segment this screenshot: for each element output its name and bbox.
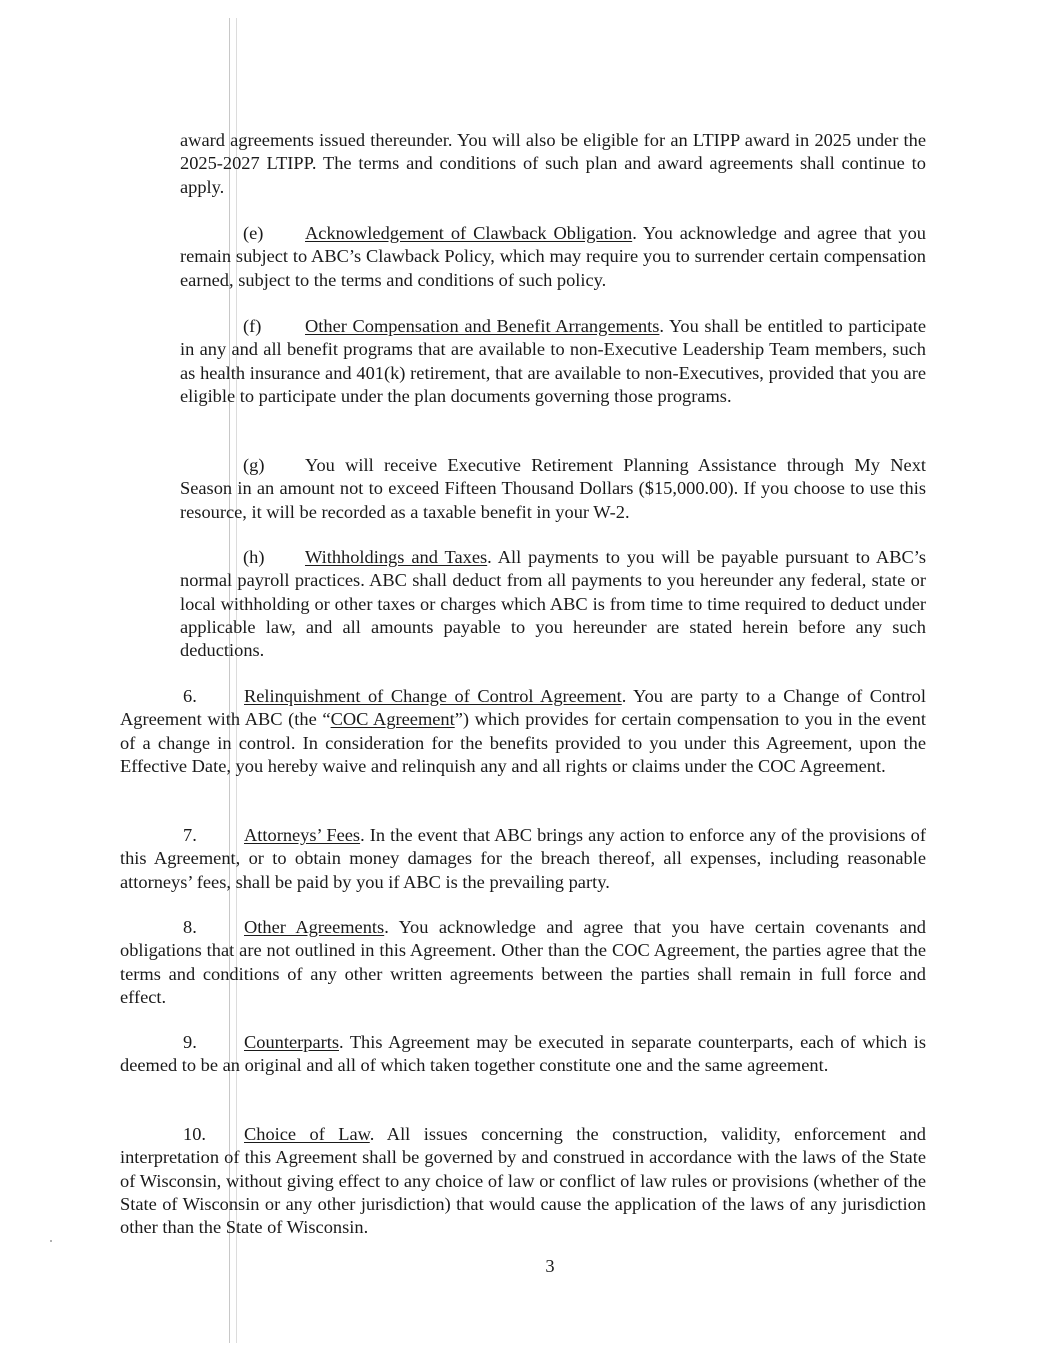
section-10 <box>120 1123 926 1239</box>
continuation-paragraph <box>180 129 926 199</box>
section-heading: Other Compensation and Benefit Arrangements <box>305 316 660 336</box>
section-heading: Attorneys’ Fees <box>244 825 361 845</box>
section-text: . In the event that ABC brings any action to enforce any of the provisions of this Agreement, or to obtain money damages for the breach thereof, all expenses, including reasonable attorneys’ fees, shall be paid by you if ABC is the prevailing party. <box>120 825 926 892</box>
section-label: 9. <box>183 1032 197 1052</box>
section-6 <box>120 685 926 778</box>
section-heading: Choice of Law <box>244 1124 370 1144</box>
section-8 <box>120 916 926 1009</box>
section-label: 8. <box>183 917 197 937</box>
section-heading: Acknowledgement of Clawback Obligation <box>305 223 633 243</box>
section-label: 10. <box>183 1124 206 1144</box>
section-label: (h) <box>243 547 265 567</box>
section-h <box>180 546 926 662</box>
section-text: . You acknowledge and agree that you have certain covenants and obligations that are not outlined in this Agreement. Other than the COC Agreement, the parties agree that the terms and conditions of any other written agreements between the parties shall remain in full force and effect. <box>120 917 926 1007</box>
section-text: . You acknowledge and agree that you remain subject to ABC’s Clawback Policy, which may require you to surrender certain compensation earned, subject to the terms and conditions of such policy. <box>180 223 926 290</box>
section-heading: Withholdings and Taxes <box>305 547 488 567</box>
section-heading: Relinquishment of Change of Control Agreement <box>244 686 622 706</box>
section-text: . This Agreement may be executed in separate counterparts, each of which is deemed to be an original and all of which taken together constitute one and the same agreement. <box>120 1032 926 1076</box>
defined-term: COC Agreement <box>330 709 455 730</box>
section-label: (e) <box>243 223 264 243</box>
continuation-text: award agreements issued thereunder. You will also be eligible for an LTIPP award in 2025 under the 2025-2027 LTIPP. The terms and conditions of such plan and award agreements shall continue to apply. <box>180 130 926 197</box>
section-text: . You shall be entitled to participate in any and all benefit programs that are available to non-Executive Leadership Team members, such as health insurance and 401(k) retirement, that are available to non-Executives, provided that you are eligible to participate under the plan documents governing those programs. <box>180 316 926 406</box>
section-f <box>180 315 926 408</box>
section-label: (f) <box>243 316 262 336</box>
section-9 <box>120 1031 926 1078</box>
section-label: (g) <box>243 455 265 475</box>
section-text: You will receive Executive Retirement Planning Assistance through My Next Season in an amount not to exceed Fifteen Thousand Dollars ($15,000.00). If you choose to use this resource, it will be recorded as a taxable benefit in your W-2. <box>180 455 926 522</box>
section-label: 6. <box>183 686 197 706</box>
section-text: . All issues concerning the construction, validity, enforcement and interpretation of this Agreement shall be governed by and construed in accordance with the laws of the State of Wisconsin, without giving effect to any choice of law or conflict of law rules or provisions (whether of the State of Wisconsin or any other jurisdiction) that would cause the application of the laws of any jurisdiction other than the State of Wisconsin. <box>120 1124 926 1238</box>
section-heading: Counterparts <box>244 1032 339 1052</box>
section-heading: Other Agreements <box>244 917 385 937</box>
section-text: . You are party to a Change of Control Agreement with ABC (the “ <box>120 686 926 730</box>
section-g <box>180 454 926 524</box>
section-e <box>180 222 926 292</box>
section-label: 7. <box>183 825 197 845</box>
section-7 <box>120 824 926 894</box>
page-number: 3 <box>545 1256 555 1276</box>
section-text: ”) which provides for certain compensation to you in the event of a change in control. In consideration for the benefits provided to you under this Agreement, upon the Effective Date, you hereby waive and relinquish any and all rights or claims under the COC Agreement. <box>120 709 926 776</box>
section-text: . All payments to you will be payable pursuant to ABC’s normal payroll practices. ABC shall deduct from all payments to you hereunder any federal, state or local withholding or other taxes or charges which ABC is from time to time required to deduct under applicable law, and all amounts payable to you hereunder are stated herein before any such deductions. <box>180 547 926 661</box>
scan-speck <box>50 1240 52 1242</box>
